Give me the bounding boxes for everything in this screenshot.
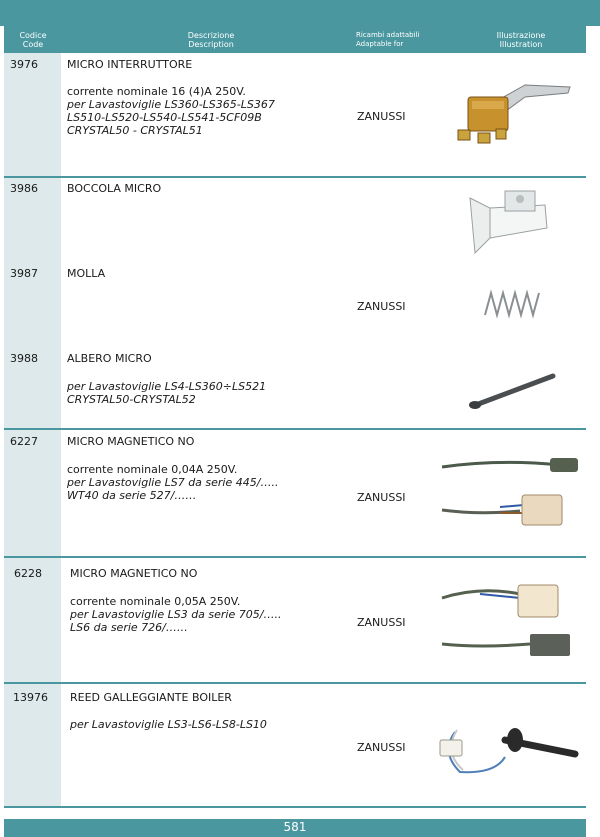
item-description: corrente nominale 0,05A 250V. per Lavastoviglie LS3 da serie 705/….. LS6 da serie 726/……	[70, 595, 282, 634]
table-header	[4, 26, 586, 53]
item-code: 6228	[14, 567, 42, 580]
header-code: Codice Code	[19, 31, 47, 49]
top-bar	[0, 0, 600, 26]
item-description: per Lavastoviglie LS3-LS6-LS8-LS10	[70, 718, 267, 731]
item-adaptable: ZANUSSI	[357, 110, 406, 123]
item-title: MICRO MAGNETICO NO	[67, 435, 195, 448]
micro-switch-image	[450, 75, 575, 155]
header-description: Descrizione Description	[187, 31, 235, 49]
header-illustration: Illustrazione Illustration	[496, 31, 546, 49]
row-separator	[4, 556, 586, 558]
item-adaptable: ZANUSSI	[357, 741, 406, 754]
item-code: 6227	[10, 435, 38, 448]
item-code: 13976	[13, 691, 48, 704]
magnetic-switch-image	[440, 580, 580, 670]
item-title: MICRO INTERRUTTORE	[67, 58, 193, 71]
item-title: REED GALLEGGIANTE BOILER	[70, 691, 232, 704]
item-code: 3988	[10, 352, 38, 365]
item-description: corrente nominale 0,04A 250V. per Lavastoviglie LS7 da serie 445/….. WT40 da serie 527/……	[67, 463, 279, 502]
item-code: 3986	[10, 182, 38, 195]
item-adaptable: ZANUSSI	[357, 616, 406, 629]
micro-shaft-image	[465, 370, 560, 415]
row-separator	[4, 428, 586, 430]
row-separator	[4, 682, 586, 684]
item-adaptable: ZANUSSI	[357, 491, 406, 504]
item-description: per Lavastoviglie LS4-LS360÷LS521 CRYSTAL50-CRYSTAL52	[67, 380, 267, 406]
magnetic-switch-image	[440, 455, 580, 540]
item-code: 3976	[10, 58, 38, 71]
spring-image	[480, 285, 545, 325]
header-adaptable: Ricambi adattabili Adaptable for	[356, 31, 420, 48]
item-title: BOCCOLA MICRO	[67, 182, 162, 195]
item-title: MICRO MAGNETICO NO	[70, 567, 198, 580]
item-code: 3987	[10, 267, 38, 280]
item-title: ALBERO MICRO	[67, 352, 152, 365]
row-separator	[4, 806, 586, 808]
micro-bushing-image	[465, 183, 555, 258]
item-title: MOLLA	[67, 267, 106, 280]
reed-float-image	[435, 712, 585, 777]
item-description: corrente nominale 16 (4)A 250V. per Lavastoviglie LS360-LS365-LS367 LS510-LS520-LS540-LS541-5CF09B CRYSTAL50 - CRYSTAL51	[67, 85, 275, 137]
row-separator	[4, 176, 586, 178]
item-adaptable: ZANUSSI	[357, 300, 406, 313]
page-number: 581	[283, 820, 307, 834]
